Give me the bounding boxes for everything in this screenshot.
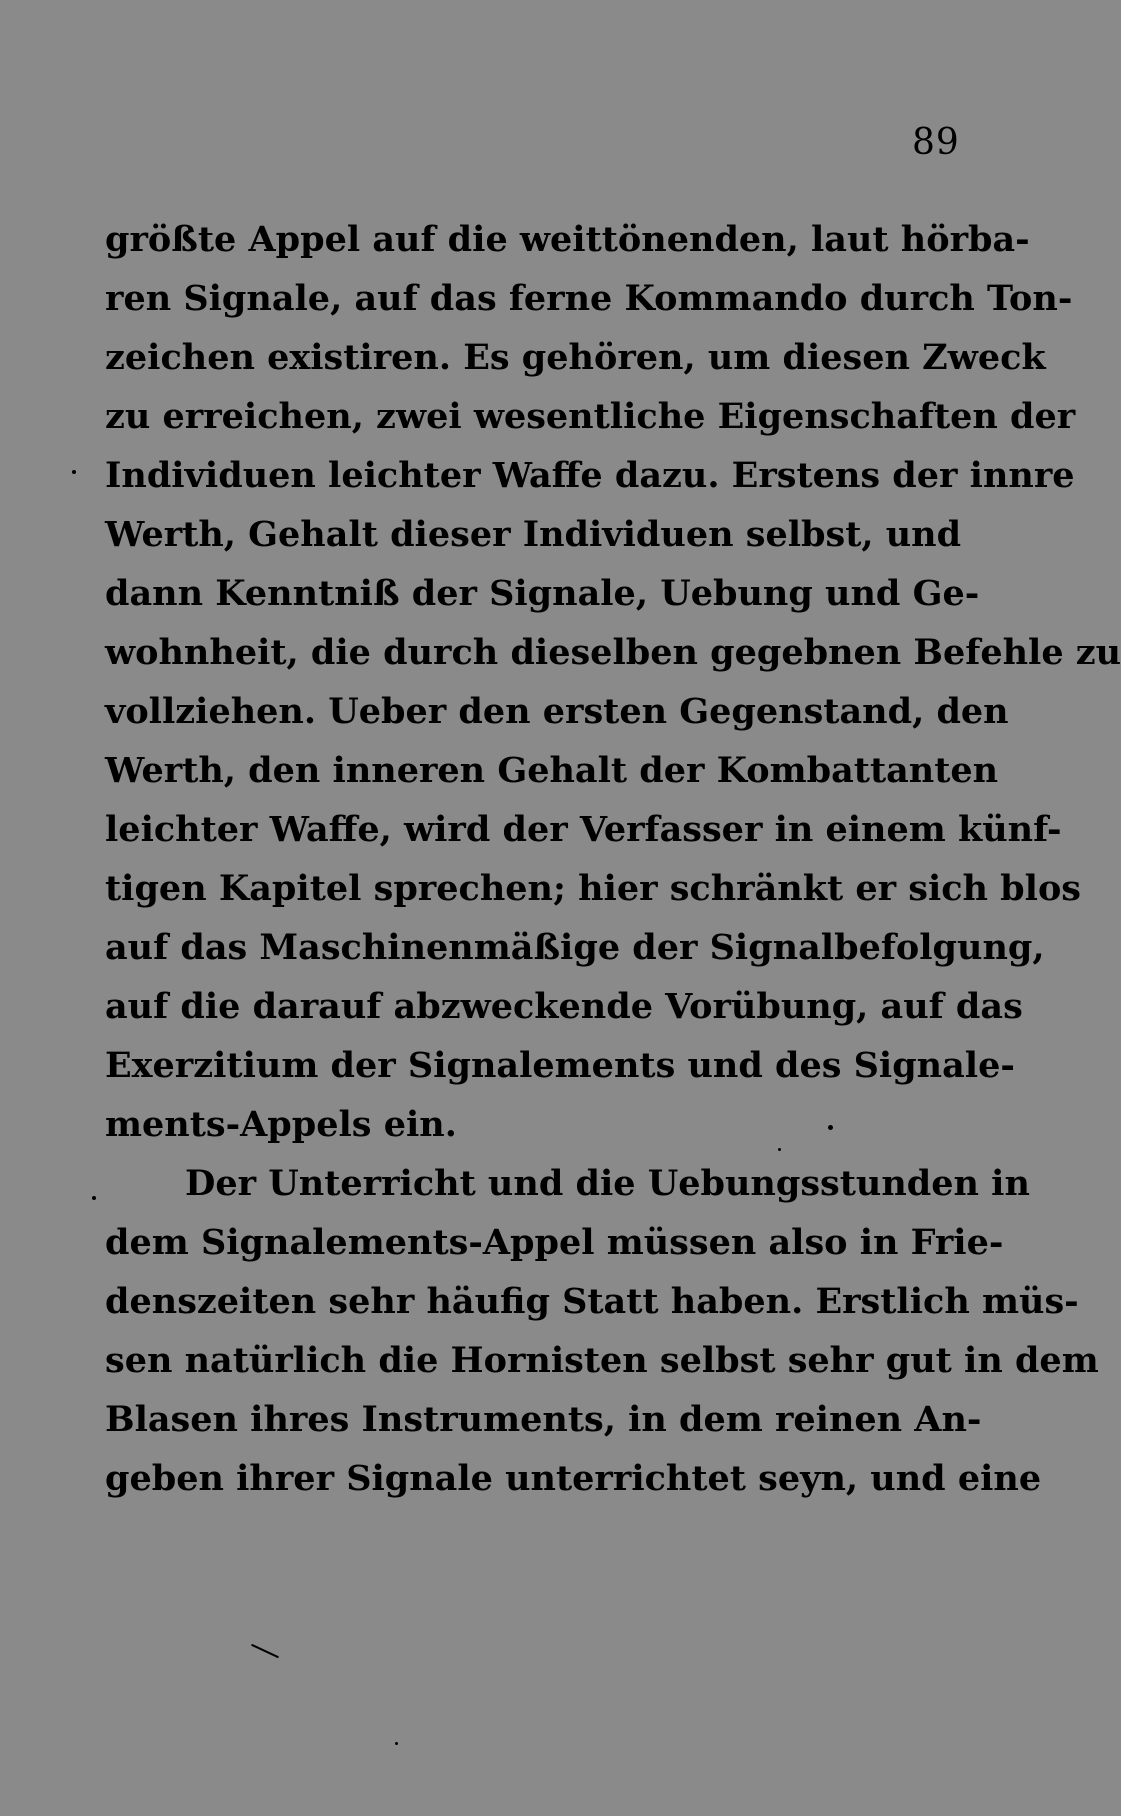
text-line: Individuen leichter Waffe dazu. Erstens der innre — [105, 455, 1075, 496]
scan-speck — [395, 1742, 398, 1745]
text-line: auf das Maschinenmäßige der Signalbefolgung, — [105, 927, 1045, 968]
text-line: zu erreichen, zwei wesentliche Eigenschaften der — [105, 396, 1076, 437]
text-line: wohnheit, die durch dieselben gegebnen Befehle zu — [105, 632, 1121, 673]
scan-speck — [92, 1196, 96, 1200]
text-line: vollziehen. Ueber den ersten Gegenstand, den — [105, 691, 1009, 732]
text-line: Werth, Gehalt dieser Individuen selbst, und — [105, 514, 962, 555]
text-line: sen natürlich die Hornisten selbst sehr gut in dem — [105, 1340, 1099, 1381]
text-line: ments-Appels ein. — [105, 1104, 457, 1145]
text-line: denszeiten sehr häufig Statt haben. Erstlich müs- — [105, 1281, 1079, 1322]
paragraph-2 — [105, 1154, 1099, 1508]
text-line: zeichen existiren. Es gehören, um diesen Zweck — [105, 337, 1046, 378]
text-line: Werth, den inneren Gehalt der Kombattanten — [105, 750, 999, 791]
paragraph-1 — [105, 210, 1121, 1154]
scan-speck — [828, 1125, 833, 1130]
text-line: leichter Waffe, wird der Verfasser in einem künf- — [105, 809, 1062, 850]
scan-speck — [251, 1644, 279, 1658]
text-line: ren Signale, auf das ferne Kommando durch Ton- — [105, 278, 1073, 319]
scan-speck — [778, 1148, 781, 1151]
page-number: 89 — [912, 122, 960, 163]
text-line: dem Signalements-Appel müssen also in Frie- — [105, 1222, 1004, 1263]
text-line: tigen Kapitel sprechen; hier schränkt er sich blos — [105, 868, 1082, 909]
text-line: größte Appel auf die weittönenden, laut hörba- — [105, 219, 1030, 260]
text-line: geben ihrer Signale unterrichtet seyn, und eine — [105, 1458, 1042, 1499]
text-line: dann Kenntniß der Signale, Uebung und Ge- — [105, 573, 980, 614]
body-text — [105, 210, 1121, 1508]
text-line: Der Unterricht und die Uebungsstunden in — [185, 1163, 1030, 1204]
text-line: Blasen ihres Instruments, in dem reinen An- — [105, 1399, 982, 1440]
text-line: auf die darauf abzweckende Vorübung, auf das — [105, 986, 1023, 1027]
scan-speck — [72, 470, 76, 474]
text-line: Exerzitium der Signalements und des Signale- — [105, 1045, 1015, 1086]
